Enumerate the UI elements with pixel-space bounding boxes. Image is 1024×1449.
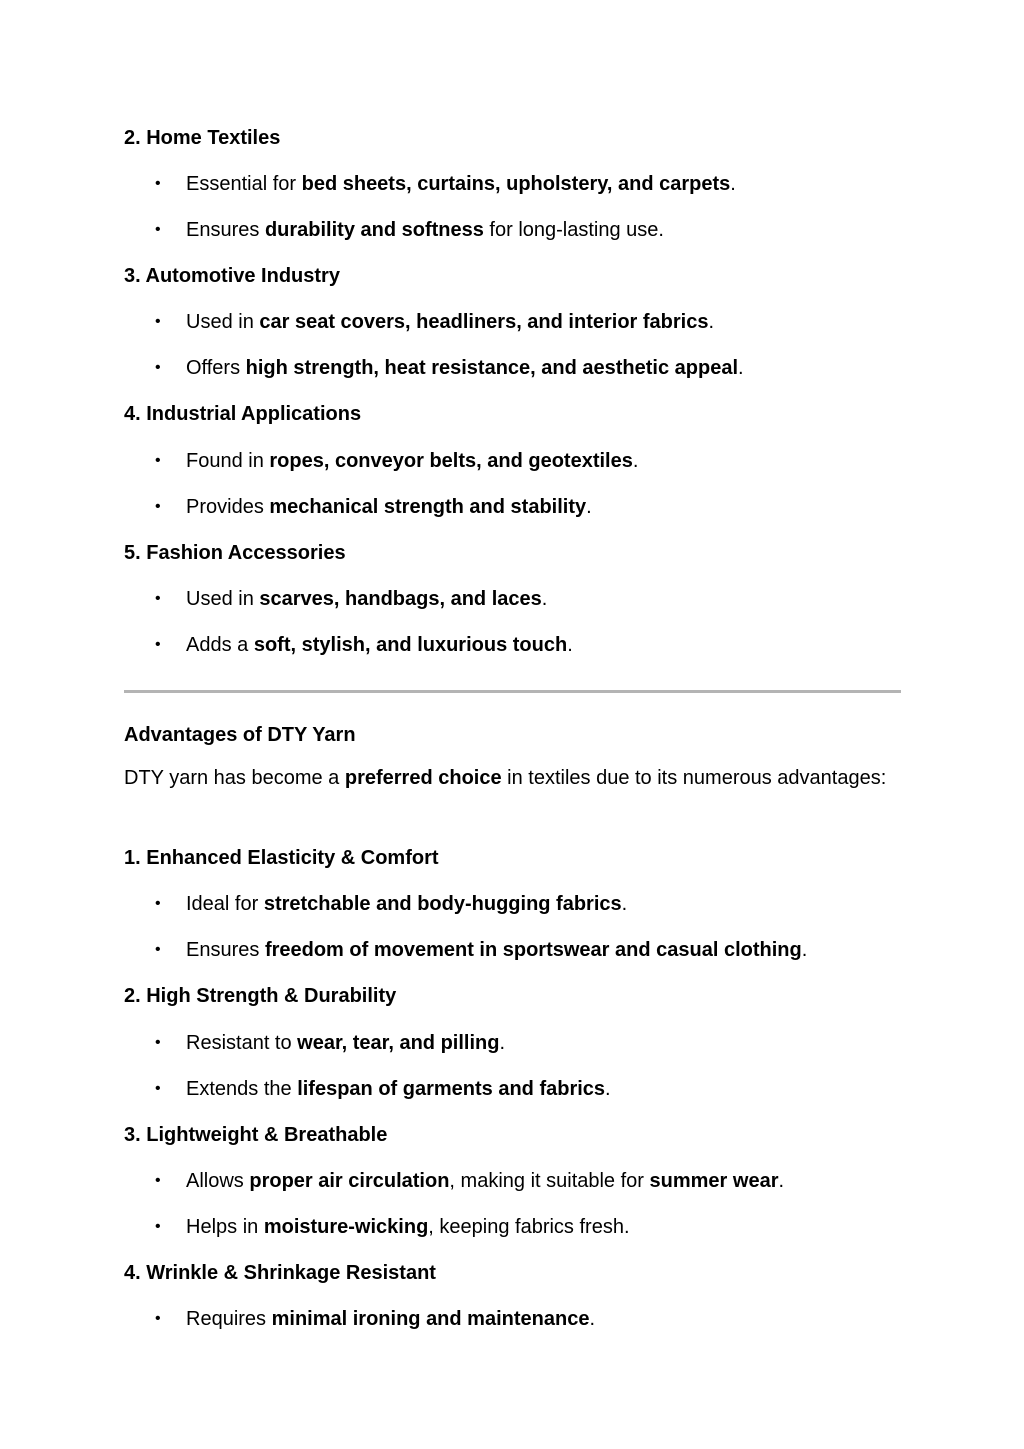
advantage-heading-lightweight: 3. Lightweight & Breathable [124,1124,388,1146]
bullet-bold-text: proper air circulation [249,1170,450,1192]
bullet-text-end: . [605,1078,611,1100]
bullet-text-end: . [589,1308,596,1330]
intro-text-end: in textiles due to its numerous advantages: [501,767,887,789]
bullet-bold-text: freedom of movement in sportswear and casual clothing [264,939,802,961]
bullet-text-end: . [567,634,573,656]
bullet-text-end: . [632,450,639,472]
bullet-dot-icon: • [155,221,161,238]
bullet-text: Extends the [186,1078,298,1100]
bullet-bold-text: wear, tear, and pilling [297,1032,500,1054]
section-heading-industrial: 4. Industrial Applications [124,403,362,425]
section-heading-automotive: 3. Automotive Industry [124,265,340,287]
bullet-dot-icon: • [155,1310,161,1327]
bullet-bold-text-2: summer wear [649,1170,779,1192]
bullet-text-end: . [499,1032,506,1054]
bullet-text: Essential for [186,173,302,195]
bullet-text: Provides [186,496,270,518]
bullet-bold-text: moisture-wicking [263,1216,429,1238]
advantage-heading-wrinkle: 4. Wrinkle & Shrinkage Resistant [124,1262,436,1284]
bullet-text-end: . [586,496,592,518]
bullet-dot-icon: • [155,1034,161,1051]
bullet-text: Ideal for [186,893,264,915]
bullet-dot-icon: • [155,895,161,912]
bullet-bold-text: car seat covers, headliners, and interior fabrics [259,311,709,333]
bullet-bold-text: stretchable and body-hugging fabrics [263,893,622,915]
bullet-text-end: , keeping fabrics fresh. [428,1216,630,1238]
bullet-text: Resistant to [186,1032,298,1054]
bullet-bold-text: high strength, heat resistance, and aesthetic appeal [245,357,739,379]
bullet-text: Ensures [186,939,265,961]
section-heading-home-textiles: 2. Home Textiles [124,127,281,149]
bullet-text-end: . [541,588,548,610]
bullet-bold-text: soft, stylish, and luxurious touch [253,634,568,656]
bullet-bold-text: durability and softness [264,219,484,241]
bullet-dot-icon: • [155,590,161,607]
section-heading-fashion: 5. Fashion Accessories [124,542,346,564]
bullet-text-end: . [778,1170,785,1192]
bullet-text-mid: , making it suitable for [449,1170,650,1192]
bullet-text-end: for long-lasting use. [483,219,664,241]
bullet-dot-icon: • [155,941,161,958]
bullet-text: Found in [186,450,270,472]
bullet-bold-text: bed sheets, curtains, upholstery, and carpets [301,173,731,195]
bullet-text: Allows [186,1170,250,1192]
bullet-dot-icon: • [155,498,161,515]
bullet-text-end: . [801,939,808,961]
bullet-text-end: . [730,173,736,195]
bullet-dot-icon: • [155,452,161,469]
advantages-intro [124,763,892,794]
bullet-dot-icon: • [155,359,161,376]
bullet-text: Ensures [186,219,265,241]
advantage-heading-strength: 2. High Strength & Durability [124,985,397,1007]
bullet-text: Used in [186,588,260,610]
bullet-text-end: . [708,311,715,333]
bullet-text-end: . [738,357,744,379]
bullet-bold-text: scarves, handbags, and laces [259,588,542,610]
bullet-dot-icon: • [155,1218,161,1235]
intro-bold-text: preferred choice [344,767,502,789]
bullet-text: Requires [186,1308,272,1330]
bullet-dot-icon: • [155,636,161,653]
bullet-bold-text: mechanical strength and stability [269,496,587,518]
intro-text: DTY yarn has become a [124,767,345,789]
bullet-text: Helps in [186,1216,264,1238]
bullet-text: Adds a [186,634,254,656]
bullet-text-end: . [621,893,628,915]
advantages-title: Advantages of DTY Yarn [124,724,356,746]
bullet-dot-icon: • [155,1172,161,1189]
bullet-bold-text: minimal ironing and maintenance [271,1308,590,1330]
bullet-bold-text: lifespan of garments and fabrics [297,1078,606,1100]
bullet-dot-icon: • [155,175,161,192]
horizontal-divider [124,690,901,693]
advantage-heading-elasticity: 1. Enhanced Elasticity & Comfort [124,847,439,869]
bullet-dot-icon: • [155,1080,161,1097]
bullet-text: Offers [186,357,246,379]
bullet-dot-icon: • [155,313,161,330]
bullet-text: Used in [186,311,260,333]
bullet-bold-text: ropes, conveyor belts, and geotextiles [269,450,633,472]
